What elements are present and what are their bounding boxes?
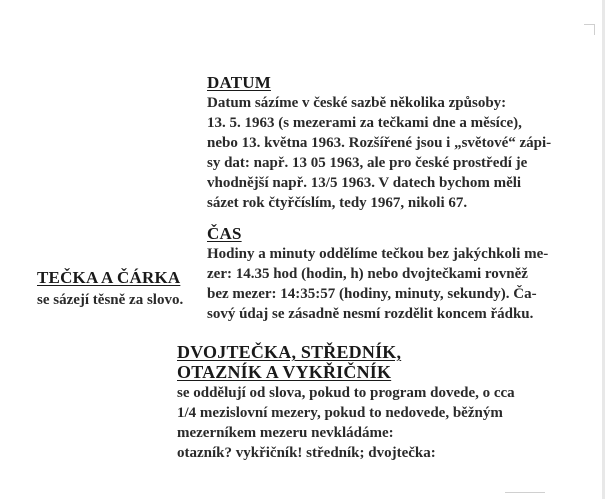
datum-line: Datum sázíme v české sazbě několika způsoby: (207, 95, 507, 111)
cas-line: Hodiny a minuty oddělíme tečkou bez jakýchkoli me- (207, 246, 549, 262)
cas-line: sový údaj se zásadně nesmí rozdělit koncem řádku. (207, 306, 534, 322)
cas-line: bez mezer: 14:35:57 (hodiny, minuty, sekundy). Ča- (207, 286, 537, 302)
dvojtecka-line: se oddělují od slova, pokud to program dovede, o cca (177, 385, 515, 401)
datum-line: nebo 13. května 1963. Rozšířené jsou i „světové“ zápi- (207, 135, 552, 151)
datum-line: sy dat: např. 13 05 1963, ale pro české prostředí je (207, 155, 528, 171)
datum-line: 13. 5. 1963 (s mezerami za tečkami dne a měsíce), (207, 115, 522, 131)
datum-heading: DATUM (207, 73, 271, 92)
dvojtecka-line: mezerníkem mezeru nevkládáme: (177, 425, 394, 441)
cas-line: zer: 14.35 hod (hodin, h) nebo dvojtečkami rovněž (207, 266, 528, 282)
dvojtecka-line: 1/4 mezislovní mezery, pokud to nedovede, běžným (177, 405, 503, 421)
tecka-line: se sázejí těsně za slovo. (37, 292, 184, 308)
tecka-heading: TEČKA A ČÁRKA (37, 268, 181, 287)
dvojtecka-heading-line-2: OTAZNÍK A VYKŘIČNÍK (177, 362, 392, 382)
cas-heading: ČAS (207, 224, 242, 243)
scan-corner-mark (584, 24, 595, 35)
scan-bottom-mark (505, 488, 545, 493)
datum-line: sázet rok čtyřčíslím, tedy 1967, nikoli 67. (207, 195, 468, 211)
dvojtecka-line: otazník? vykřičník! středník; dvojtečka: (177, 445, 436, 461)
dvojtecka-heading-line-1: DVOJTEČKA, STŘEDNÍK, (177, 342, 402, 362)
datum-line: vhodnější např. 13/5 1963. V datech bychom měli (207, 175, 522, 191)
